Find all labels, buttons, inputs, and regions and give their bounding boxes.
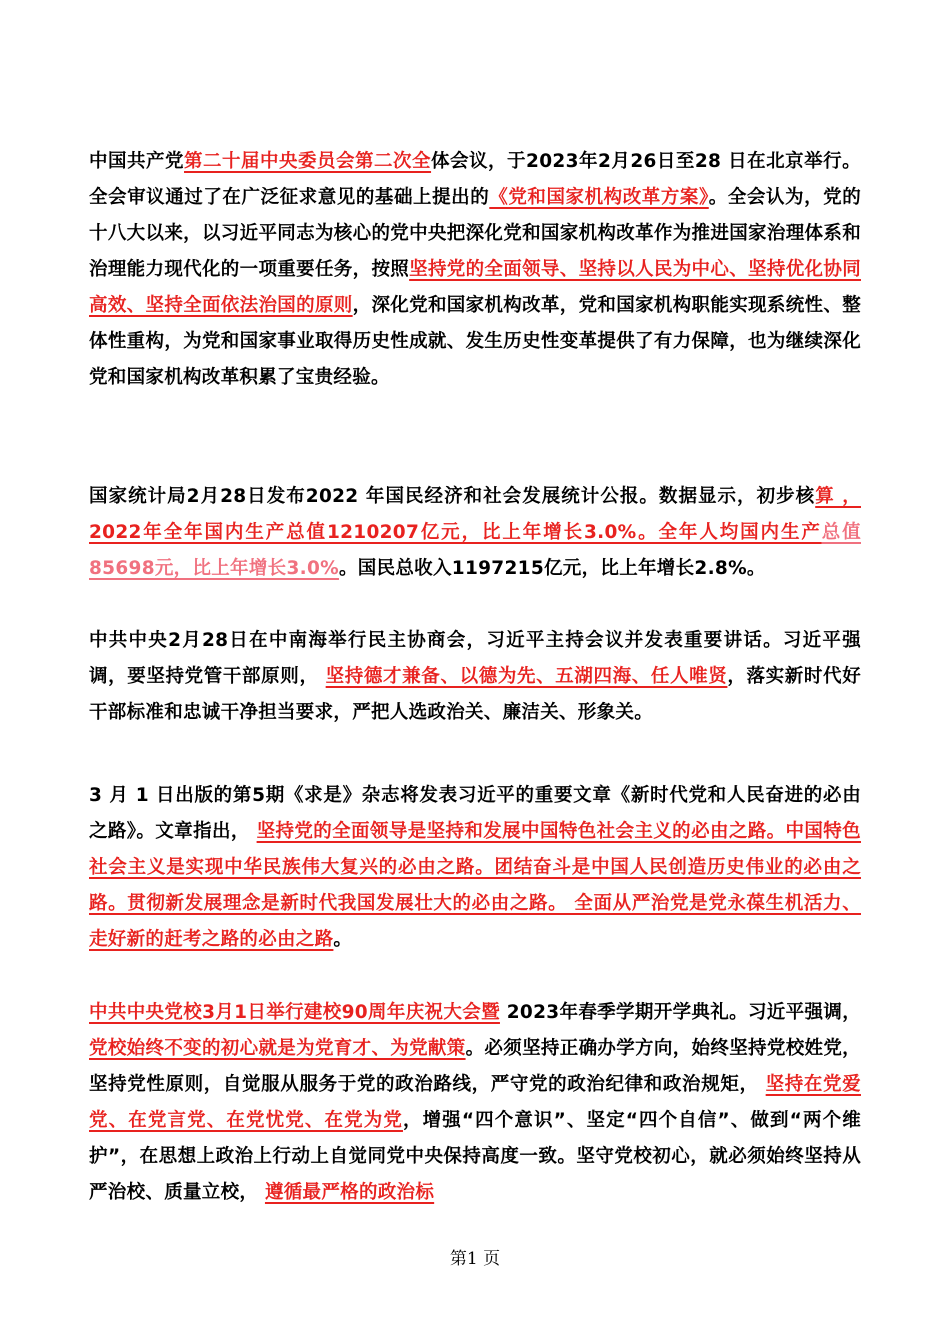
- paragraph-democratic-consultation: [89, 623, 861, 731]
- text-segment: 中共中央2月28日在中南海举行民主协商会，习近平主持会议并发表重要讲话。习近平强调，要坚持党管干部原则，: [89, 630, 861, 687]
- text-segment: 2023年春季学期开学典礼。习近平强调，: [499, 1002, 861, 1023]
- text-segment: 。必须坚持正确办学方向，始终坚持党校姓党，坚持党性原则，自觉服从服务于党的政治路线，严守党的政治纪律和政治规矩，: [89, 1038, 861, 1095]
- text-segment: 。国民总收入1197215亿元，比上年增长2.8%。: [338, 558, 766, 579]
- text-segment: 。: [333, 929, 353, 950]
- paragraph-plenary-session: [89, 144, 861, 396]
- text-segment: 国家统计局2月28日发布2022 年国民经济和社会发展统计公报。数据显示，初步核: [89, 486, 816, 507]
- highlighted-text: 坚持党的全面领导、坚持以人民为中心、坚持优化协同高效、坚持全面依法治国的原则: [89, 259, 861, 316]
- highlighted-text: 遵循最严格的政治标: [264, 1182, 435, 1203]
- text-segment: 体会议，于2023年2月26日至28 日在北京举行。全会审议通过了在广泛征求意见的基础上提出的: [89, 151, 861, 208]
- highlighted-text: 第二十届中央委员会第二次全: [184, 151, 432, 172]
- highlighted-text: 坚持党的全面领导是坚持和发展中国特色社会主义的必由之路。中国特色社会主义是实现中华民族伟大复兴的必由之路。团结奋斗是中国人民创造历史伟业的必由之路。贯彻新发展理念是新时代我国发展壮大的必由之路。 全面从严治党是党永葆生机活力、走好新的赶考之路的必由之路: [89, 821, 861, 950]
- text-segment: ，增强“四个意识”、坚定“四个自信”、做到“两个维护”，在思想上政治上行动上自觉同党中央保持高度一致。坚守党校初心，就必须始终坚持从严治校、质量立校，: [89, 1110, 861, 1203]
- highlighted-text-pink: 总值85698元，比上年增长3.0%: [89, 522, 861, 579]
- highlighted-text: 坚持在党爱党、在党言党、在党忧党、在党为党: [89, 1074, 861, 1131]
- highlighted-text: 《党和国家机构改革方案》: [489, 187, 709, 208]
- paragraph-party-school: [89, 995, 861, 1211]
- highlighted-text: 算 ， 2022年全年国内生产总值1210207亿元，比上年增长3.0%。全年人均国内生产: [89, 486, 861, 543]
- highlighted-text: 党校始终不变的初心就是为党育才、为党献策: [89, 1038, 466, 1059]
- text-segment: ，落实新时代好干部标准和忠诚干净担当要求，严把人选政治关、廉洁关、形象关。: [89, 666, 861, 723]
- page-number: 第1 页: [449, 1249, 501, 1269]
- paragraph-statistics-bulletin: [89, 479, 861, 587]
- text-segment: 。全会认为，党的十八大以来，以习近平同志为核心的党中央把深化党和国家机构改革作为推进国家治理体系和治理能力现代化的一项重要任务，按照: [89, 187, 861, 280]
- text-segment: 3 月 1 日出版的第5期《求是》杂志将发表习近平的重要文章《新时代党和人民奋进的必由之路》。文章指出，: [89, 785, 861, 842]
- text-segment: 中国共产党: [89, 151, 185, 172]
- text-segment: ，深化党和国家机构改革，党和国家机构职能实现系统性、整体性重构，为党和国家事业取得历史性成就、发生历史性变革提供了有力保障，也为继续深化党和国家机构改革积累了宝贵经验。: [89, 295, 861, 388]
- paragraph-qiushi-article: [89, 778, 861, 958]
- highlighted-text: 中共中央党校3月1日举行建校90周年庆祝大会暨: [89, 1002, 500, 1023]
- highlighted-text: 坚持德才兼备、以德为先、五湖四海、任人唯贤: [325, 666, 728, 687]
